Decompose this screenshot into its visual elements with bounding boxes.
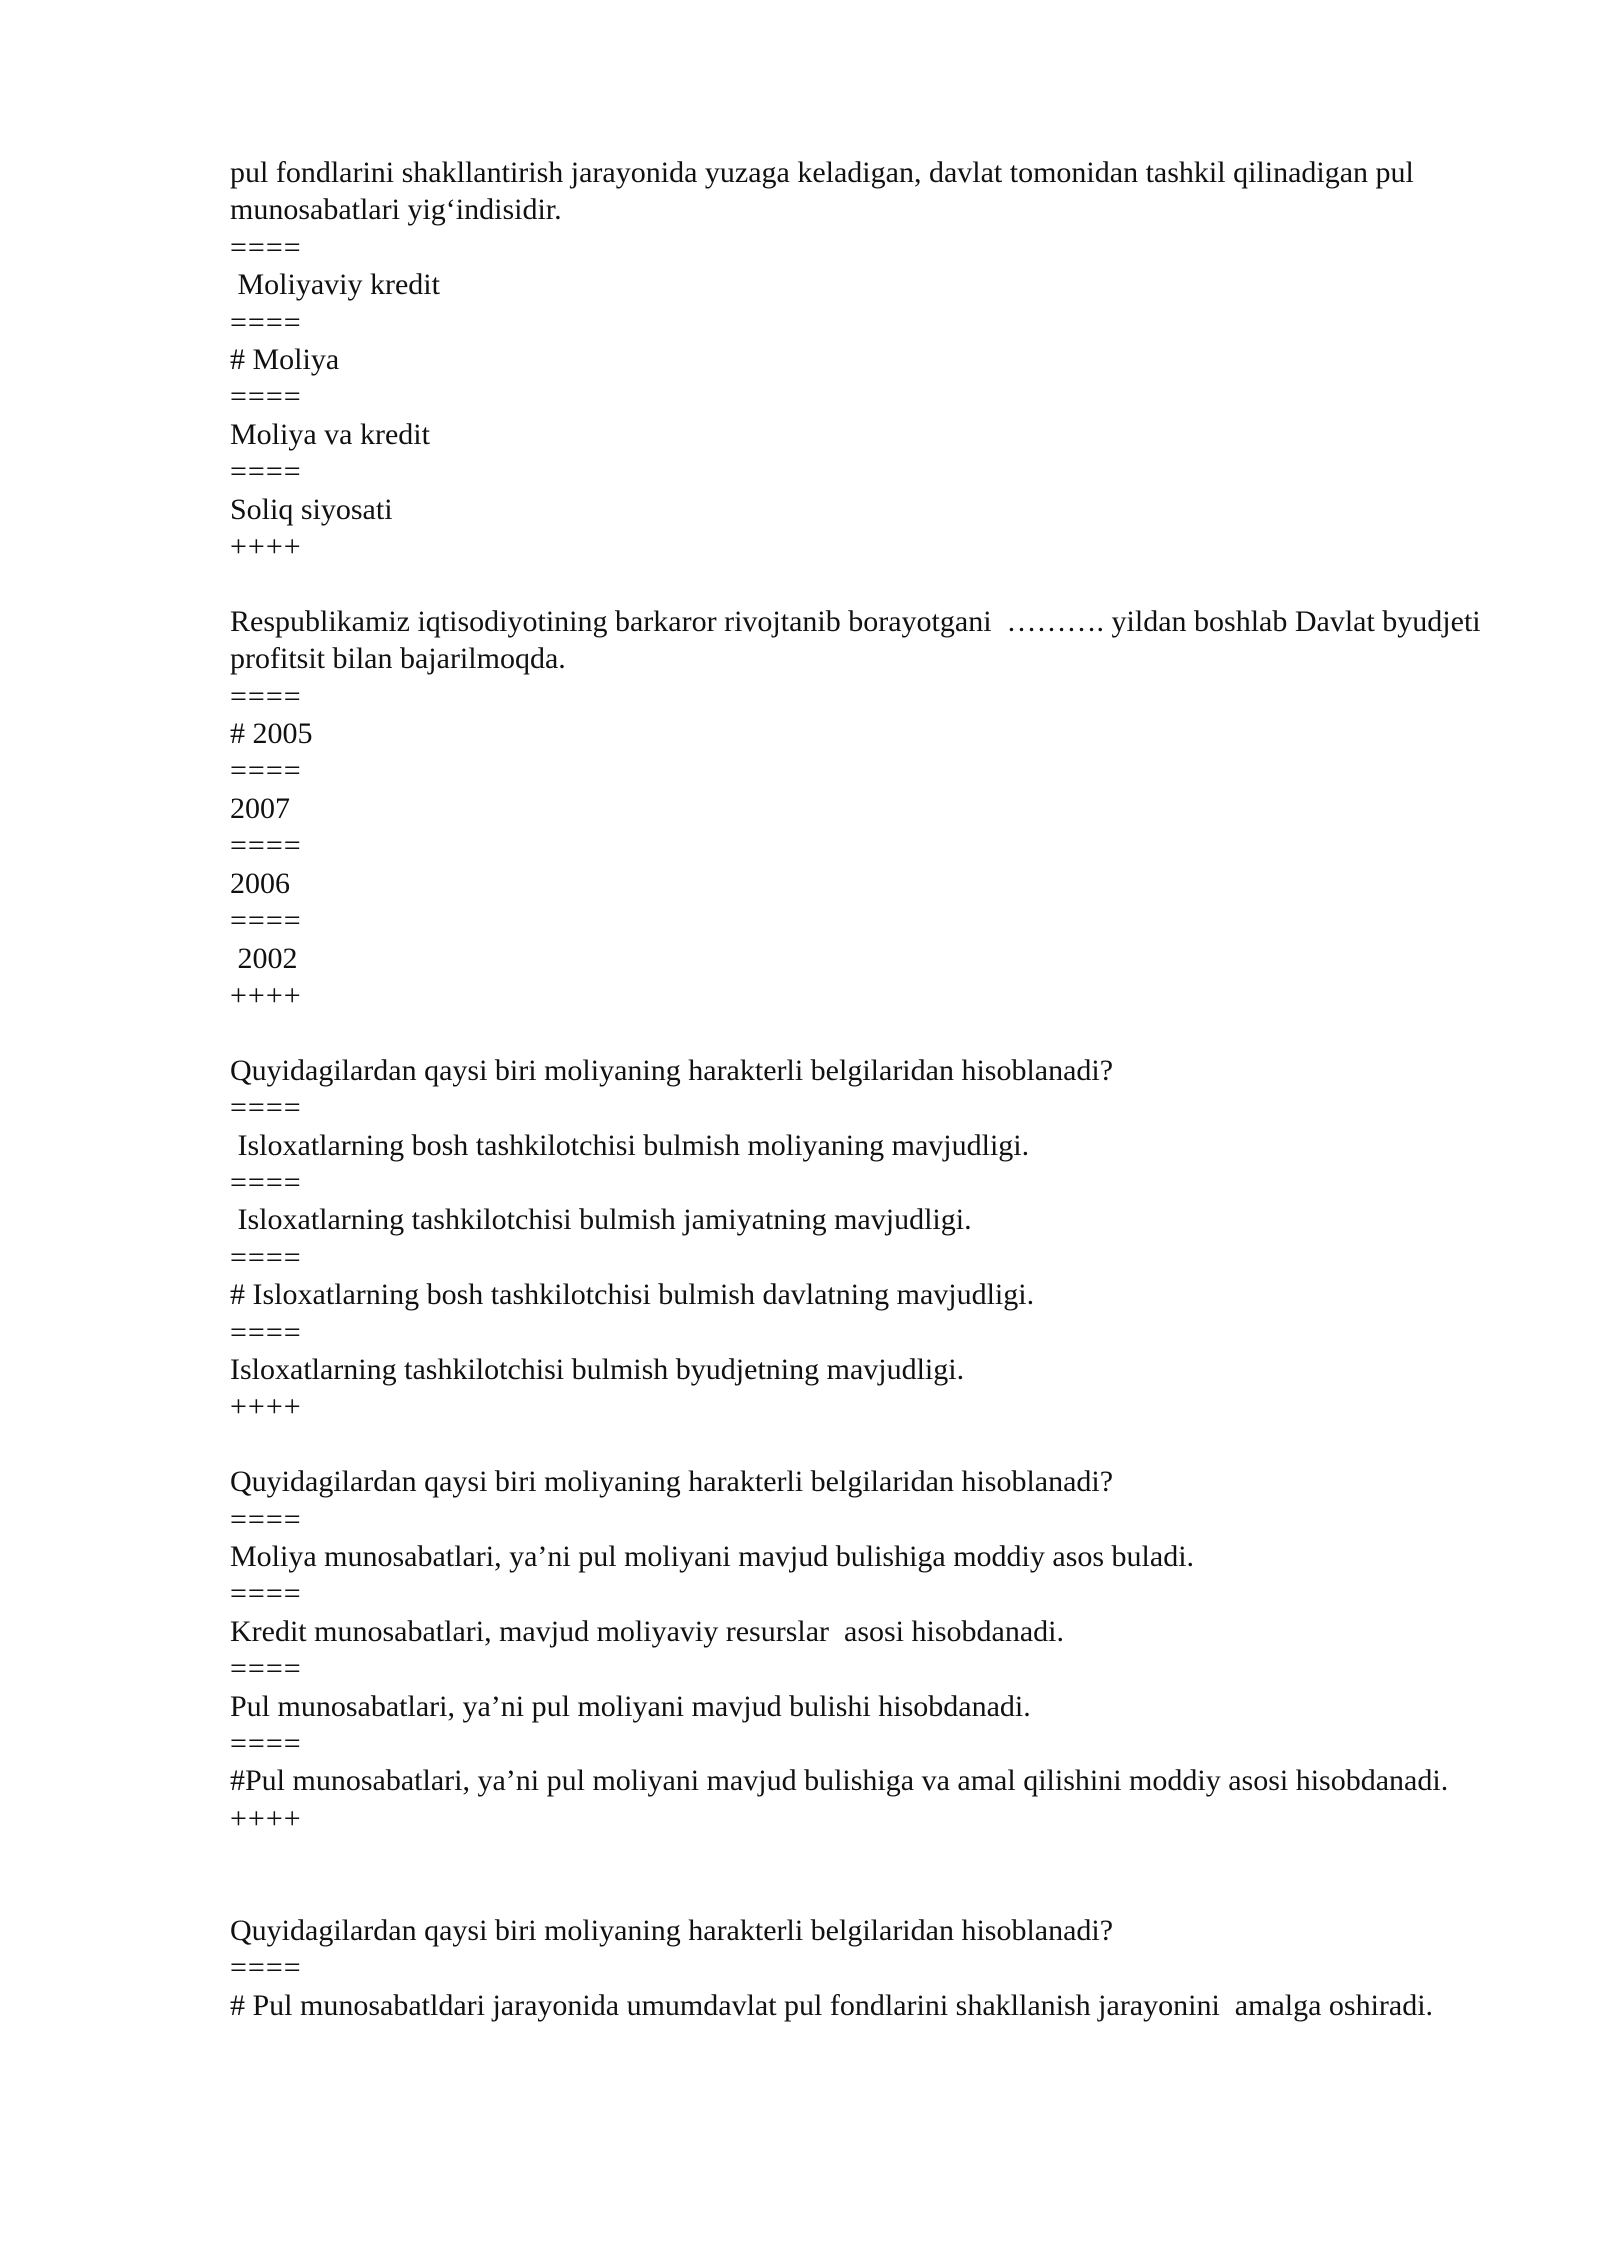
answer-option: Isloxatlarning tashkilotchisi bulmish byudjetning mavjudligi. (230, 1352, 965, 1386)
blank-line (230, 1837, 1490, 1912)
separator: ==== (230, 904, 302, 938)
answer-option: Moliya munosabatlari, ya’ni pul moliyani mavjud bulishiga moddiy asos buladi. (230, 1539, 1195, 1573)
answer-option-correct: # 2005 (230, 717, 313, 751)
separator: ==== (230, 305, 302, 339)
answer-option-correct: # Isloxatlarning bosh tashkilotchisi bulmish davlatning mavjudligi. (230, 1278, 1035, 1312)
blank-line (230, 1426, 1490, 1463)
separator: ==== (230, 380, 302, 414)
answer-option-correct: # Moliya (230, 343, 340, 377)
answer-option: Moliya va kredit (230, 417, 430, 451)
question-text: Quyidagilardan qaysi biri moliyaning harakterli belgilaridan hisoblanadi? (230, 1053, 1114, 1087)
separator: ==== (230, 1240, 302, 1274)
question-text: Quyidagilardan qaysi biri moliyaning harakterli belgilaridan hisoblanadi? (230, 1465, 1114, 1499)
separator: ==== (230, 1502, 302, 1536)
separator: ==== (230, 1727, 302, 1761)
separator: ==== (230, 1951, 302, 1985)
separator: ==== (230, 829, 302, 863)
question-end-marker: ++++ (230, 1390, 302, 1424)
answer-option: 2007 (230, 791, 290, 825)
separator: ==== (230, 1091, 302, 1125)
text-line: pul fondlarini shakllantirish jarayonida yuzaga keladigan, davlat tomonidan tashkil qilinadigan pul munosabatlari yig‘indisidir. (230, 156, 1422, 227)
blank-line (230, 565, 1490, 602)
answer-option: 2002 (230, 941, 298, 975)
answer-option: Isloxatlarning bosh tashkilotchisi bulmish moliyaning mavjudligi. (230, 1128, 1030, 1162)
question-text: Respublikamiz iqtisodiyotining barkaror rivojtanib borayotgani ………. yildan boshlab Davlat byudjeti profitsit bilan bajarilmoqda. (230, 604, 1489, 676)
answer-option: Isloxatlarning tashkilotchisi bulmish jamiyatning mavjudligi. (230, 1203, 972, 1237)
answer-option: 2006 (230, 866, 290, 900)
separator: ==== (230, 1652, 302, 1686)
separator: ==== (230, 754, 302, 788)
separator: ==== (230, 455, 302, 489)
question-text: Quyidagilardan qaysi biri moliyaning harakterli belgilaridan hisoblanadi? (230, 1914, 1114, 1948)
separator: ==== (230, 1315, 302, 1349)
separator: ==== (230, 1165, 302, 1199)
question-end-marker: ++++ (230, 978, 302, 1012)
answer-option-correct: # Pul munosabatldari jarayonida umumdavlat pul fondlarini shakllanish jarayonini amalga oshiradi. (230, 1988, 1434, 2022)
answer-option: Moliyaviy kredit (230, 268, 440, 302)
question-end-marker: ++++ (230, 1801, 302, 1835)
answer-option-correct: #Pul munosabatlari, ya’ni pul moliyani mavjud bulishiga va amal qilishini moddiy asosi hisobdanadi. (230, 1764, 1449, 1798)
answer-option: Pul munosabatlari, ya’ni pul moliyani mavjud bulishi hisobdanadi. (230, 1689, 1031, 1723)
answer-option: Soliq siyosati (230, 492, 393, 526)
answer-option: Kredit munosabatlari, mavjud moliyaviy resurslar asosi hisobdanadi. (230, 1614, 1064, 1648)
separator: ==== (230, 1577, 302, 1611)
separator: ==== (230, 230, 302, 264)
document-body (230, 154, 1490, 2024)
blank-line (230, 1014, 1490, 1051)
separator: ==== (230, 679, 302, 713)
question-end-marker: ++++ (230, 530, 302, 564)
